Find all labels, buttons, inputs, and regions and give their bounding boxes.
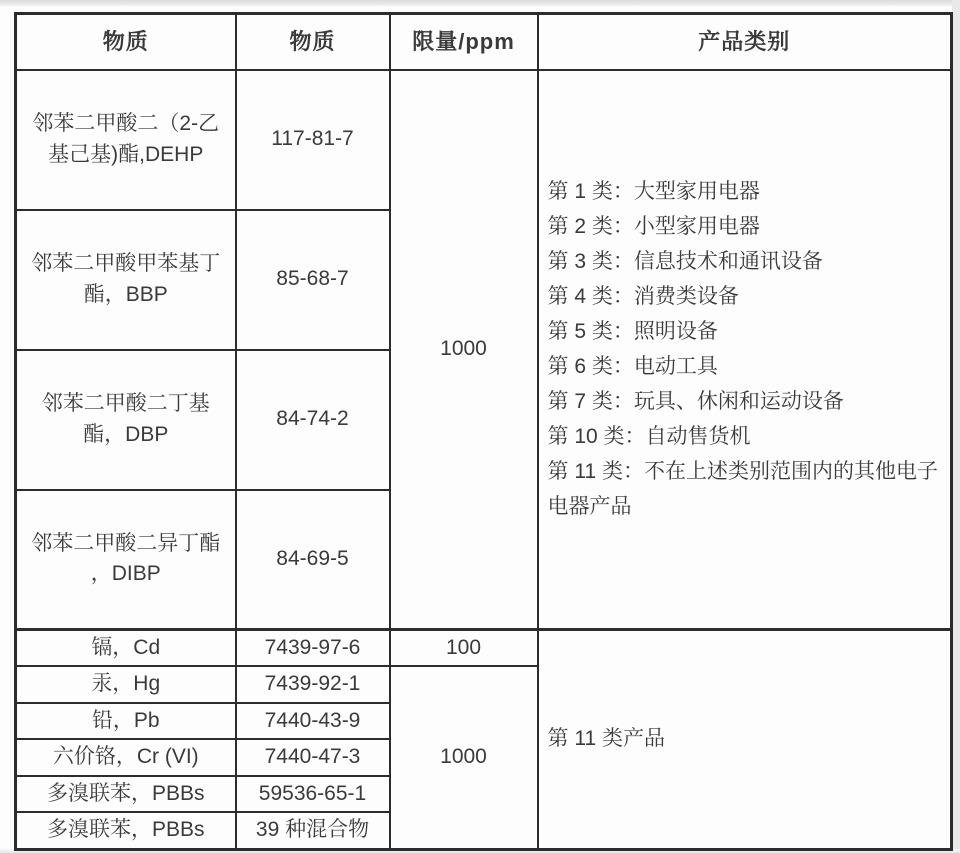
substance-cell-dbp: 邻苯二甲酸二丁基酯，DBP <box>16 350 236 490</box>
substance-cell-pbbs-1: 多溴联苯，PBBs <box>16 776 236 812</box>
cas-cell-crvi: 7440-47-3 <box>236 739 390 775</box>
limit-cell-cadmium: 100 <box>390 630 538 667</box>
cas-cell-bbp: 85-68-7 <box>236 210 390 350</box>
substance-cell-hg: 汞，Hg <box>16 666 236 702</box>
cas-cell-pbbs-2: 39 种混合物 <box>236 812 390 849</box>
cas-cell-pbbs-1: 59536-65-1 <box>236 776 390 812</box>
limit-cell-phthalates: 1000 <box>390 70 538 630</box>
rohs-substance-limits-table <box>14 12 953 851</box>
cas-cell-pb: 7440-43-9 <box>236 703 390 739</box>
substance-cell-crvi: 六价铬，Cr (VI) <box>16 739 236 775</box>
cas-cell-dehp: 117-81-7 <box>236 70 390 210</box>
category-list-cell <box>538 70 952 630</box>
header-cas: 物质 <box>236 14 390 70</box>
category-item: 第 11 类：不在上述类别范围内的其他电子电器产品 <box>547 460 938 519</box>
substance-cell-bbp: 邻苯二甲酸甲苯基丁酯，BBP <box>16 210 236 350</box>
page-edge-right <box>952 0 960 853</box>
substance-cell-cd: 镉，Cd <box>16 630 236 667</box>
category-item: 第 4 类：消费类设备 <box>547 285 739 309</box>
header-substance: 物质 <box>16 14 236 70</box>
substance-cell-pb: 铅，Pb <box>16 703 236 739</box>
category-item: 第 3 类：信息技术和通讯设备 <box>547 250 823 274</box>
category-item: 第 10 类：自动售货机 <box>547 425 751 449</box>
cas-cell-dibp: 84-69-5 <box>236 490 390 630</box>
substance-cell-dehp: 邻苯二甲酸二（2-乙基己基)酯,DEHP <box>16 70 236 210</box>
substance-cell-dibp: 邻苯二甲酸二异丁酯 ，DIBP <box>16 490 236 630</box>
category-item: 第 1 类：大型家用电器 <box>547 180 760 204</box>
page-edge-top <box>0 0 960 6</box>
category-item: 第 2 类：小型家用电器 <box>547 215 760 239</box>
table-row <box>16 630 952 667</box>
cas-cell-cd: 7439-97-6 <box>236 630 390 667</box>
table-row <box>16 70 952 210</box>
substance-cell-pbbs-2: 多溴联苯，PBBs <box>16 812 236 849</box>
category-cell-class11: 第 11 类产品 <box>538 630 952 850</box>
header-category: 产品类别 <box>538 14 952 70</box>
category-item: 第 6 类：电动工具 <box>547 355 718 379</box>
cas-cell-dbp: 84-74-2 <box>236 350 390 490</box>
table-header-row <box>16 14 952 70</box>
cas-cell-hg: 7439-92-1 <box>236 666 390 702</box>
header-limit: 限量/ppm <box>390 14 538 70</box>
category-item: 第 7 类：玩具、休闲和运动设备 <box>547 390 844 414</box>
limit-cell-metals: 1000 <box>390 666 538 849</box>
category-item: 第 5 类：照明设备 <box>547 320 718 344</box>
